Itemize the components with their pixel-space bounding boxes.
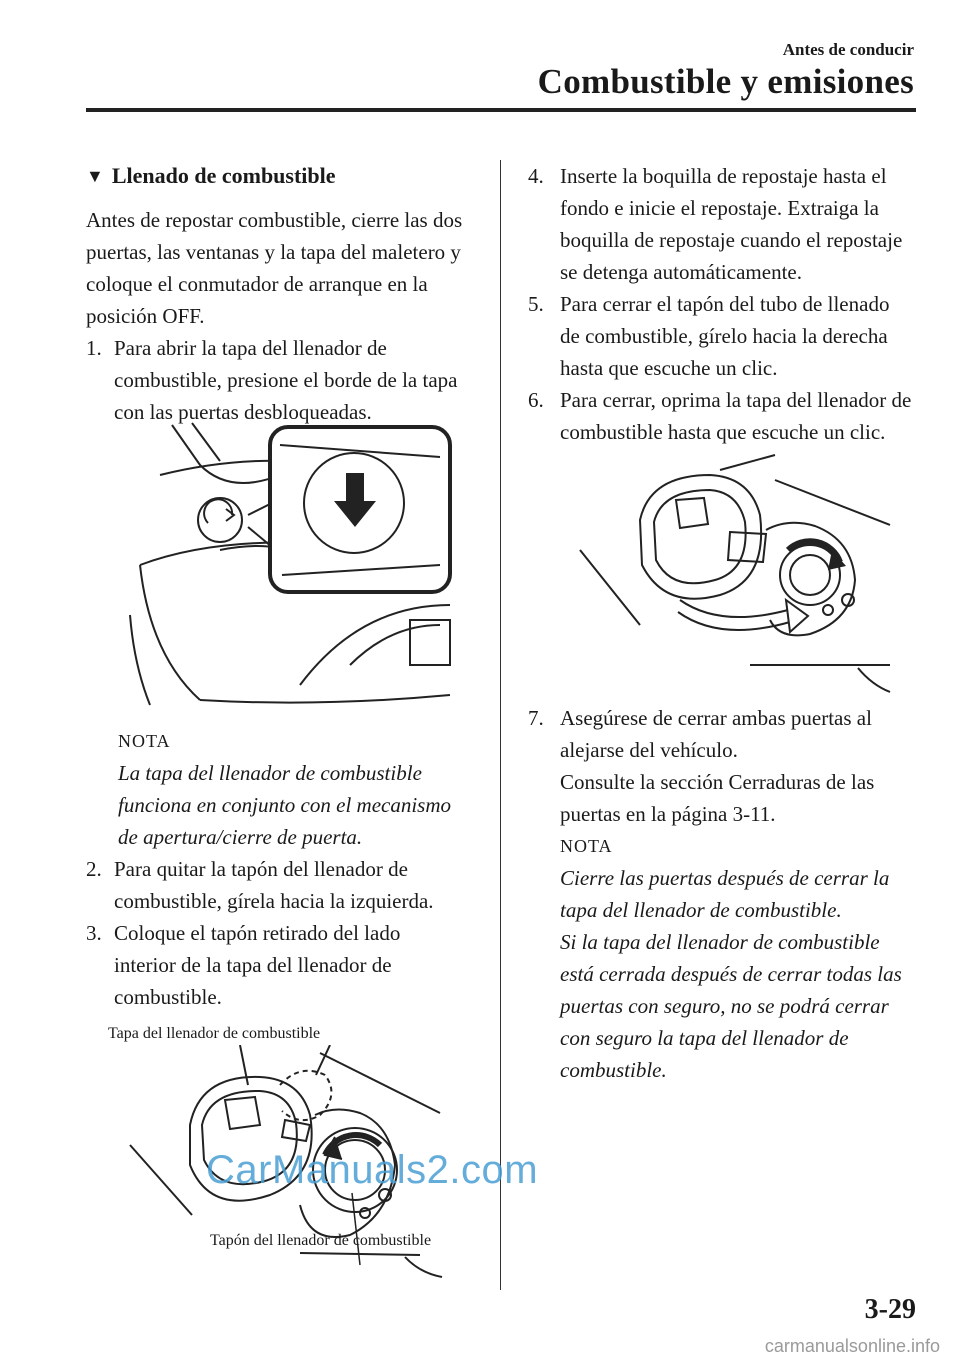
page-title: Combustible y emisiones: [537, 62, 914, 101]
left-column-continued: [86, 725, 466, 1013]
caption-fuel-lid: Tapa del llenador de combustible: [108, 1025, 321, 1042]
header-divider: [86, 108, 916, 112]
step-7: [528, 702, 914, 830]
step-text: Inserte la boquilla de repostaje hasta el fondo e inicie el repostaje. Extraiga la boquilla de repostaje cuando el repostaje se detenga automáticamente.: [560, 164, 903, 284]
section-label: Antes de conducir: [782, 40, 914, 59]
left-column: [86, 160, 466, 428]
right-note: [528, 830, 914, 1086]
right-column-continued: [528, 702, 914, 1086]
step-6: [528, 384, 914, 448]
step-number: 6.: [528, 388, 544, 412]
step-1: [86, 332, 466, 428]
step-text: Para cerrar el tapón del tubo de llenado de combustible, gírelo hacia la derecha hasta que escuche un clic.: [560, 292, 890, 380]
step-number: 4.: [528, 164, 544, 188]
note-text-1: Cierre las puertas después de cerrar la tapa del llenador de combustible.: [560, 866, 890, 922]
section-heading: [86, 160, 466, 192]
step-text: Para abrir la tapa del llenador de combustible, presione el borde de la tapa con las puertas desbloqueadas.: [114, 336, 458, 424]
site-watermark: carmanualsonline.info: [764, 1336, 940, 1356]
note-text-2: Si la tapa del llenador de combustible está cerrada después de cerrar todas las puertas con seguro, no se podrá cerrar con seguro la tapa del llenador de combustible.: [560, 930, 902, 1082]
step-7-text: Asegúrese de cerrar ambas puertas al alejarse del vehículo.: [560, 706, 872, 762]
right-column: [528, 160, 914, 448]
left-note: [86, 725, 466, 853]
cap-closing-illustration: [570, 450, 900, 700]
page-number: 3-29: [864, 1294, 916, 1325]
section-heading-text: Llenado de combustible: [111, 163, 336, 188]
step-number: 3.: [86, 921, 102, 945]
note-label: NOTA: [118, 731, 171, 751]
column-divider: [500, 160, 501, 1290]
note-text: La tapa del llenador de combustible funciona en conjunto con el mecanismo de apertura/cierre de puerta.: [118, 761, 452, 849]
note-label: NOTA: [560, 836, 613, 856]
step-number: 2.: [86, 857, 102, 881]
step-text: Para cerrar, oprima la tapa del llenador de combustible hasta que escuche un clic.: [560, 388, 912, 444]
step-number: 7.: [528, 706, 544, 730]
step-number: 1.: [86, 336, 102, 360]
step-4: [528, 160, 914, 288]
step-text: [560, 702, 914, 830]
step-3: [86, 917, 466, 1013]
step-5: [528, 288, 914, 384]
step-number: 5.: [528, 292, 544, 316]
fuel-lid-open-illustration: [120, 415, 460, 715]
step-2: [86, 853, 466, 917]
step-text: Coloque el tapón retirado del lado interior de la tapa del llenador de combustible.: [114, 921, 401, 1009]
step-text: Para quitar la tapón del llenador de combustible, gírela hacia la izquierda.: [114, 857, 434, 913]
triangle-down-icon: ▼: [86, 166, 104, 186]
intro-paragraph: Antes de repostar combustible, cierre las dos puertas, las ventanas y la tapa del maletero y coloque el conmutador de arranque en la posición OFF.: [86, 208, 463, 328]
caption-fuel-cap: Tapón del llenador de combustible: [210, 1232, 432, 1249]
step-7-reference: Consulte la sección Cerraduras de las puertas en la página 3-11.: [560, 770, 875, 826]
watermark: CarManuals2.com: [206, 1148, 539, 1192]
